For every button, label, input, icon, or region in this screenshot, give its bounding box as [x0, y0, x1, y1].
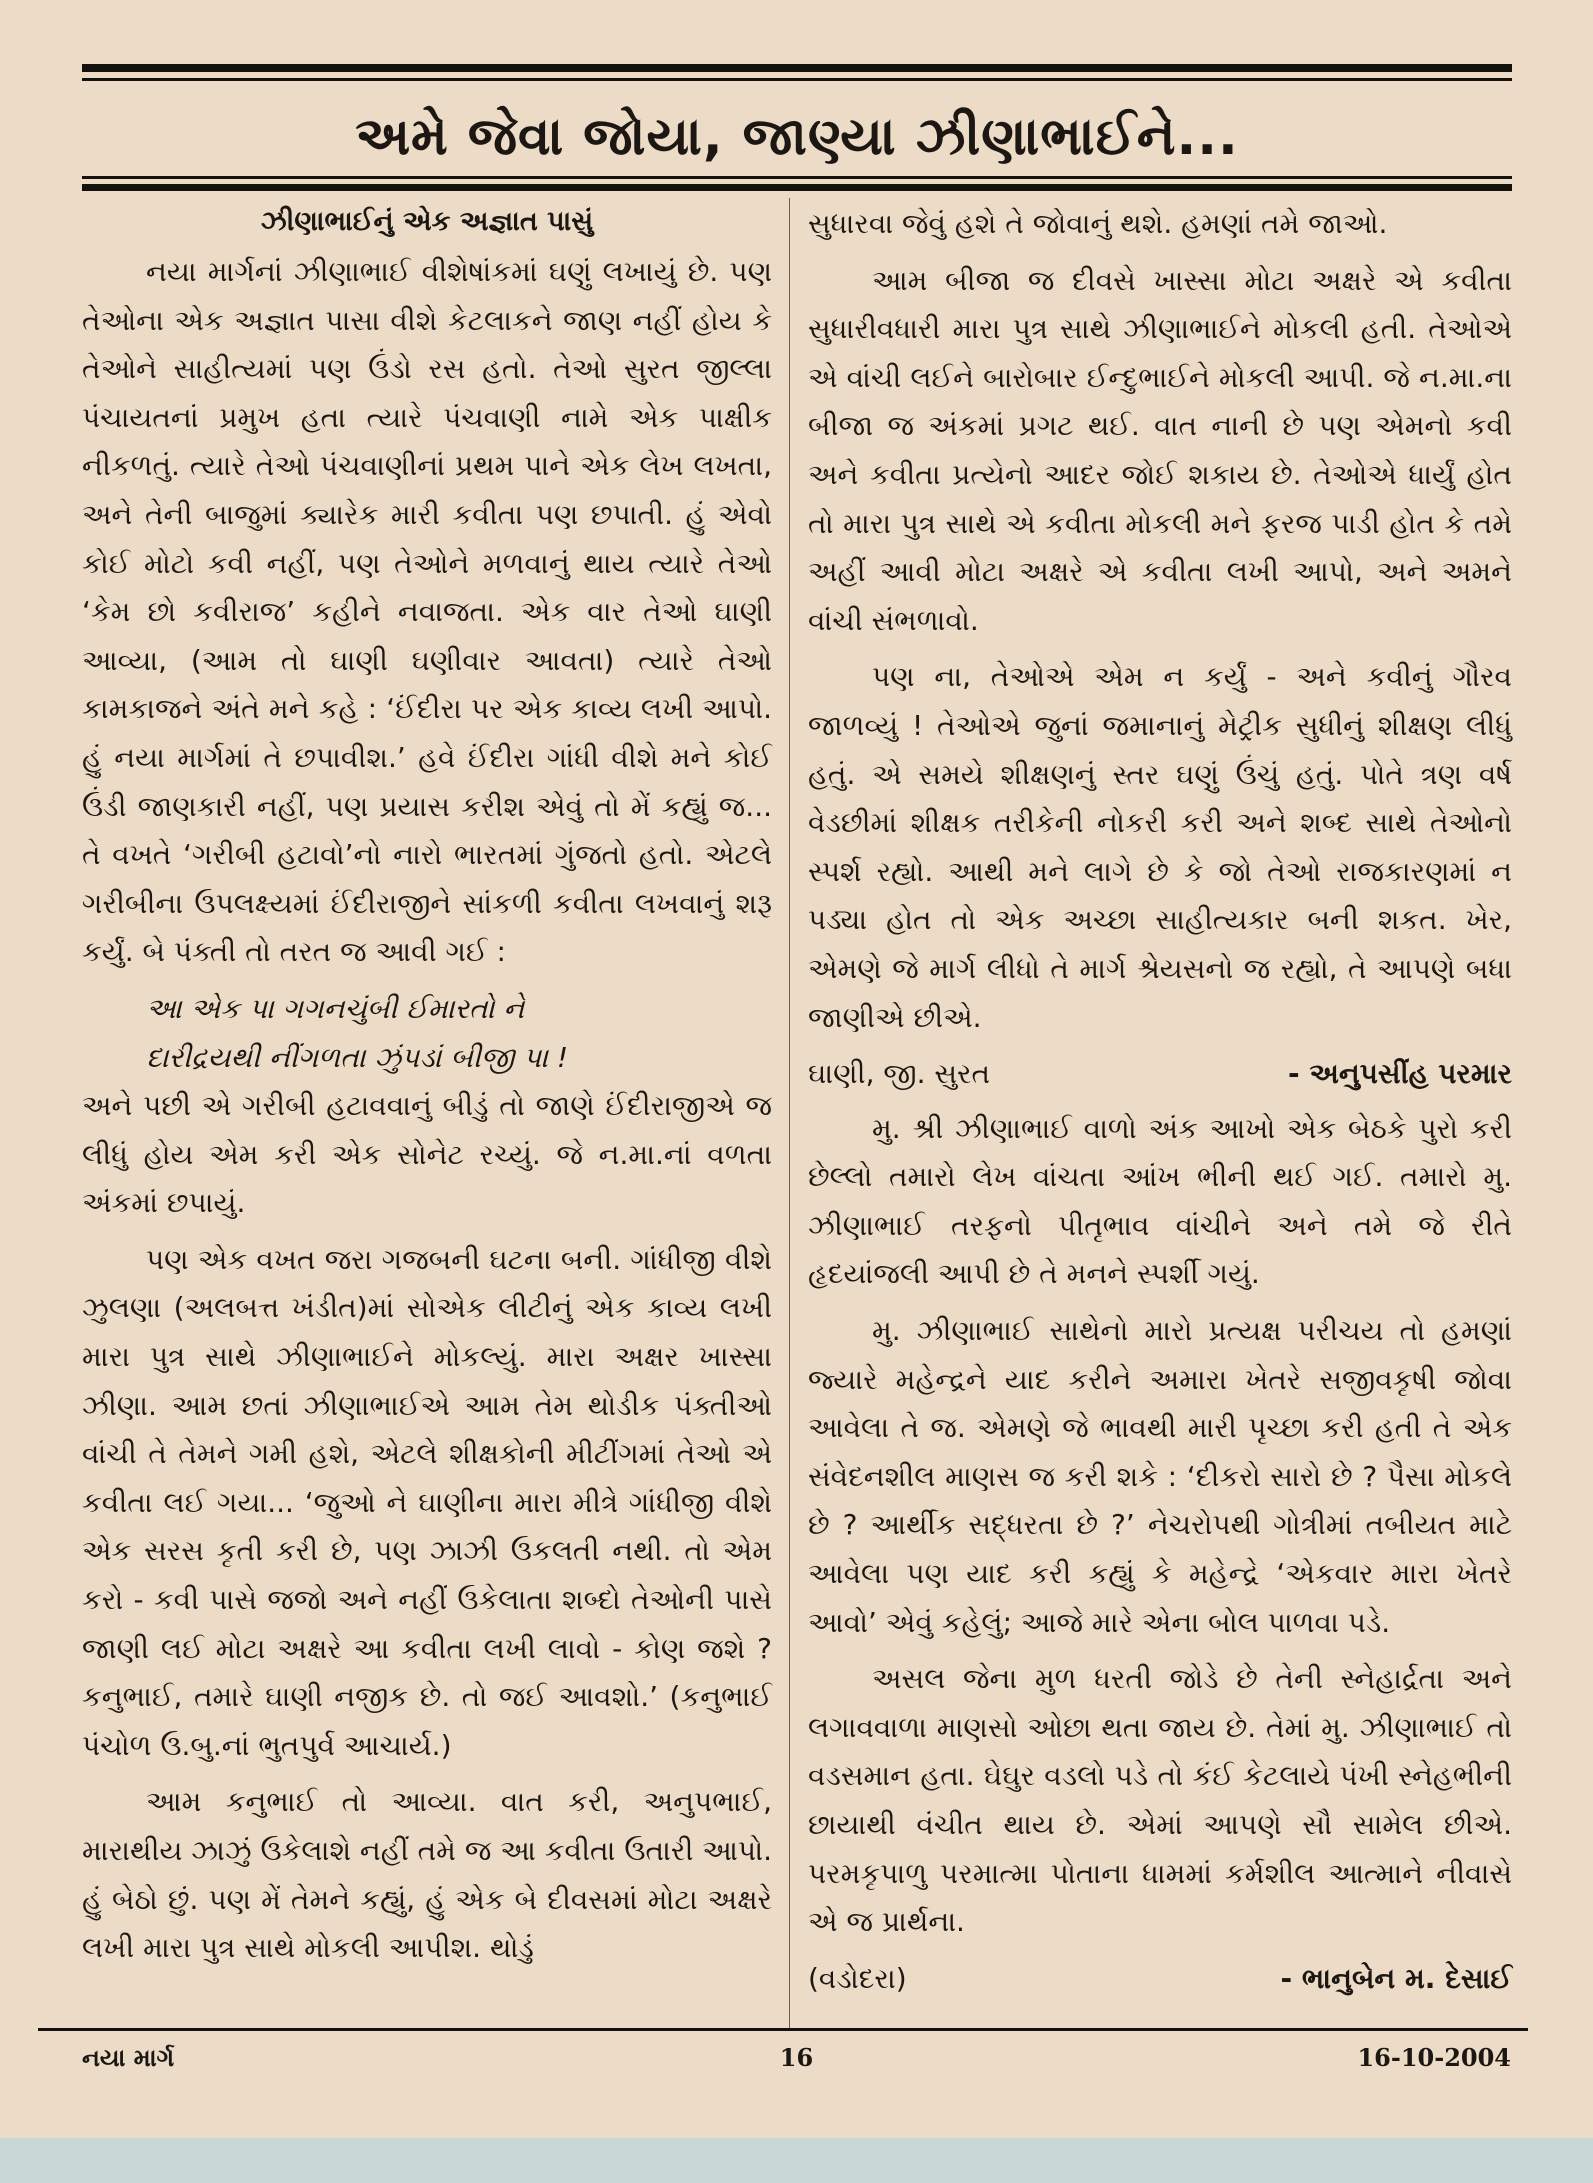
author-place: ઘાણી, જી. સુરત — [808, 1057, 991, 1091]
author-name: - અનુપસીંહ પરમાર — [1287, 1057, 1512, 1091]
right-paragraph-4: મુ. શ્રી ઝીણાભાઈ વાળો અંક આખો એક બેઠકે પુરો કરી છેલ્લો તમારો લેખ વાંચતા આંખ ભીની થઈ ગઈ. તમારો મુ. ઝીણાભાઈ તરફનો પીતૃભાવ વાંચીને અને તમે જે રીતે હૃદયાંજલી આપી છે તે મનને સ્પર્શી ગયું. — [808, 1111, 1512, 1291]
right-paragraph-1: સુધારવા જેવું હશે તે જોવાનું થશે. હમણાં તમે જાઓ. — [808, 207, 1388, 240]
issue-date: 16-10-2004 — [1357, 2043, 1511, 2072]
poem-line-1: આ એક પા ગગનચુંબી ઈમારતો ને — [146, 991, 525, 1025]
signature-line-2 — [808, 1955, 1512, 2004]
left-paragraph-2: અને પછી એ ગરીબી હટાવવાનું બીડું તો જાણે ઈંદીરાજીએ જ લીધું હોય એમ કરી એક સોનેટ રચ્યું. જે ન.મા.નાં વળતા અંકમાં છપાયું. — [82, 1089, 772, 1220]
title-rule-thin — [82, 176, 1512, 179]
right-paragraph-3: પણ ના, તેઓએ એમ ન કર્યું - અને કવીનું ગૌરવ જાળવ્યું ! તેઓએ જુનાં જમાનાનું મેટ્રીક સુધીનું શીક્ષણ લીધું હતું. એ સમયે શીક્ષણનું સ્તર ઘણું ઉંચું હતું. પોતે ત્રણ વર્ષ વેડછીમાં શીક્ષક તરીકેની નોકરી કરી અને શબ્દ સાથે તેઓનો સ્પર્શ રહ્યો. આથી મને લાગે છે કે જો તેઓ રાજકારણમાં ન પડ્યા હોત તો એક અચ્છા સાહીત્યકાર બની શકત. ખેર, એમણે જે માર્ગ લીધો તે માર્ગ શ્રેયસનો જ રહ્યો, તે આપણે બધા જાણીએ છીએ. — [808, 660, 1512, 1034]
right-paragraph-2: આમ બીજા જ દીવસે ખાસ્સા મોટા અક્ષરે એ કવીતા સુધારીવધારી મારા પુત્ર સાથે ઝીણાભાઈને મોકલી હતી. તેઓએ એ વાંચી લઈને બારોબાર ઈન્દુભાઈને મોકલી આપી. જે ન.મા.ના બીજા જ અંકમાં પ્રગટ થઈ. વાત નાની છે પણ એમનો કવી અને કવીતા પ્રત્યેનો આદર જોઈ શકાય છે. તેઓએ ધાર્યું હોત તો મારા પુત્ર સાથે એ કવીતા મોકલી મને ફરજ પાડી હોત કે તમે અહીં આવી મોટા અક્ષરે એ કવીતા લખી આપો, અને અમને વાંચી સંભળાવો. — [808, 263, 1512, 637]
top-rule-thin — [82, 78, 1512, 81]
page-number: 16 — [779, 2043, 814, 2072]
magazine-name: નયા માર્ગ — [82, 2044, 175, 2072]
author-name: - ભાનુબેન મ. દેસાઈ — [1280, 1961, 1512, 1995]
top-rule-thick — [82, 64, 1512, 72]
right-column — [808, 200, 1512, 2009]
left-paragraph-4: આમ કનુભાઈ તો આવ્યા. વાત કરી, અનુપભાઈ, મારાથીય ઝાઝું ઉકેલાશે નહીં તમે જ આ કવીતા ઉતારી આપો. હું બેઠો છું. પણ મેં તેમને કહ્યું, હું એક બે દીવસમાં મોટા અક્ષરે લખી મારા પુત્ર સાથે મોકલી આપીશ. થોડું — [82, 1785, 772, 1965]
column-divider — [789, 198, 790, 2028]
left-column — [82, 200, 772, 1981]
right-paragraph-5: મુ. ઝીણાભાઈ સાથેનો મારો પ્રત્યક્ષ પરીચય તો હમણાં જ્યારે મહેન્દ્રને યાદ કરીને અમારા ખેતરે સજીવકૃષી જોવા આવેલા તે જ. એમણે જે ભાવથી મારી પૃચ્છા કરી હતી તે એક સંવેદનશીલ માણસ જ કરી શકે : ‘દીકરો સારો છે ? પૈસા મોકલે છે ? આર્થીક સદ્ધરતા છે ?’ નેચરોપથી ગોત્રીમાં તબીયત માટે આવેલા પણ યાદ કરી કહ્યું કે મહેન્દ્રે ‘એકવાર મારા ખેતરે આવો’ એવું કહેલું; આજે મારે એના બોલ પાળવા પડે. — [808, 1314, 1512, 1639]
scan-bottom-band — [0, 2138, 1593, 2183]
poem-line-2: દારીદ્રયથી નીંગળતા ઝુંપડાં બીજી પા ! — [146, 1040, 569, 1074]
title-rule-thick — [82, 184, 1512, 191]
left-paragraph-1: નયા માર્ગનાં ઝીણાભાઈ વીશેષાંકમાં ઘણું લખાયું છે. પણ તેઓના એક અજ્ઞાત પાસા વીશે કેટલાકને જાણ નહીં હોય કે તેઓને સાહીત્યમાં પણ ઉંડો રસ હતો. તેઓ સુરત જીલ્લા પંચાયતનાં પ્રમુખ હતા ત્યારે પંચવાણી નામે એક પાક્ષીક નીકળતું. ત્યારે તેઓ પંચવાણીનાં પ્રથમ પાને એક લેખ લખતા, અને તેની બાજુમાં ક્યારેક મારી કવીતા પણ છપાતી. હું એવો કોઈ મોટો કવી નહીં, પણ તેઓને મળવાનું થાય ત્યારે તેઓ ‘કેમ છો કવીરાજ’ કહીને નવાજતા. એક વાર તેઓ ઘાણી આવ્યા, (આમ તો ઘાણી ઘણીવાર આવતા) ત્યારે તેઓ કામકાજને અંતે મને કહે : ‘ઈંદીરા પર એક કાવ્ય લખી આપો. હું નયા માર્ગમાં તે છપાવીશ.’ હવે ઈંદીરા ગાંધી વીશે મને કોઈ ઉંડી જાણકારી નહીં, પણ પ્રયાસ કરીશ એવું તો મેં કહ્યું જ... તે વખતે ‘ગરીબી હટાવો’નો નારો ભારતમાં ગુંજતો હતો. એટલે ગરીબીના ઉપલક્ષ્યમાં ઈંદીરાજીને સાંકળી કવીતા લખવાનું શરૂ કર્યું. બે પંક્તી તો તરત જ આવી ગઈ : — [82, 255, 772, 969]
footer-rule — [38, 2028, 1528, 2031]
signature-line-1 — [808, 1050, 1512, 1099]
article-title: અમે જેવા જોયા, જાણ્યા ઝીણાભાઈને... — [355, 107, 1239, 167]
section-subheading: ઝીણાભાઈનું એક અજ્ઞાત પાસું — [260, 206, 594, 237]
author-place: (વડોદરા) — [808, 1961, 907, 1995]
left-paragraph-3: પણ એક વખત જરા ગજબની ઘટના બની. ગાંધીજી વીશે ઝુલણા (અલબત્ત ખંડીત)માં સોએક લીટીનું એક કાવ્ય લખી મારા પુત્ર સાથે ઝીણાભાઈને મોકલ્યું. મારા અક્ષર ખાસ્સા ઝીણા. આમ છતાં ઝીણાભાઈએ આમ તેમ થોડીક પંક્તીઓ વાંચી તે તેમને ગમી હશે, એટલે શીક્ષકોની મીટીંગમાં તેઓ એ કવીતા લઈ ગયા... ‘જુઓ ને ઘાણીના મારા મીત્રે ગાંધીજી વીશે એક સરસ કૃતી કરી છે, પણ ઝાઝી ઉકલતી નથી. તો એમ કરો - કવી પાસે જજો અને નહીં ઉકેલાતા શબ્દો તેઓની પાસે જાણી લઈ મોટા અક્ષરે આ કવીતા લખી લાવો - કોણ જશે ? કનુભાઈ, તમારે ઘાણી નજીક છે. તો જઈ આવશો.’ (કનુભાઈ પંચોળ ઉ.બુ.નાં ભુતપુર્વ આચાર્ય.) — [82, 1242, 772, 1762]
right-paragraph-6: અસલ જેના મુળ ધરતી જોડે છે તેની સ્નેહાર્દ્રતા અને લગાવવાળા માણસો ઓછા થતા જાય છે. તેમાં મુ. ઝીણાભાઈ તો વડસમાન હતા. ઘેઘુર વડલો પડે તો કંઈ કેટલાયે પંખી સ્નેહભીની છાયાથી વંચીત થાય છે. એમાં આપણે સૌ સામેલ છીએ. પરમકૃપાળુ પરમાત્મા પોતાના ધામમાં કર્મશીલ આત્માને નીવાસે એ જ પ્રાર્થના. — [808, 1662, 1512, 1939]
